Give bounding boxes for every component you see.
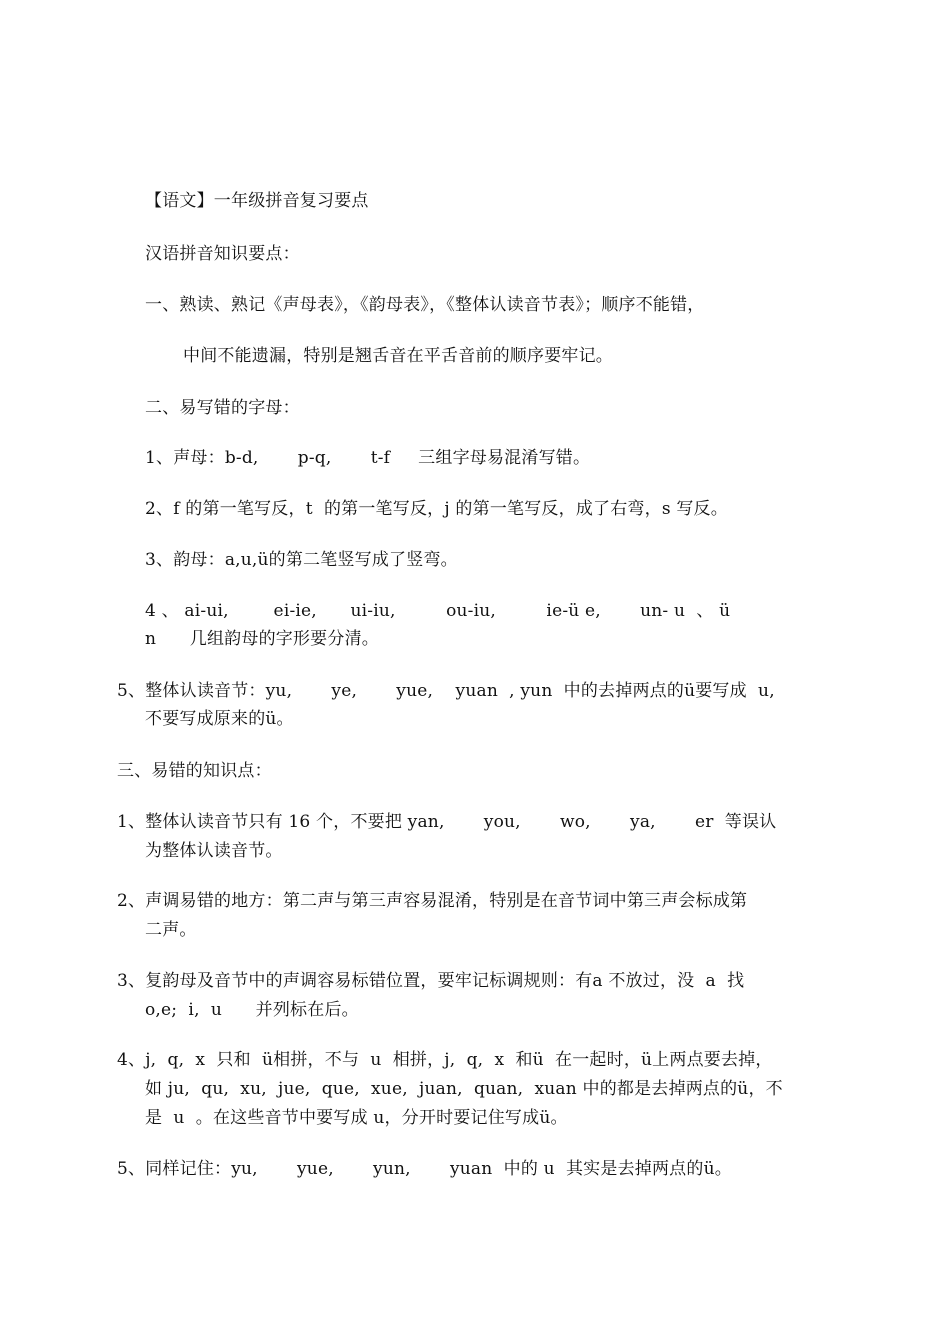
main-heading: 汉语拼音知识要点： [145,244,300,264]
section3-item3-line1: 3、复韵母及音节中的声调容易标错位置，要牢记标调规则：有a 不放过，没 a 找 [117,971,745,991]
section2-heading: 二、易写错的字母： [145,398,300,418]
section2-item5-line1: 5、整体认读音节：yu, ye, yue, yuan , yun 中的去掉两点的ü要写成 u, [117,681,775,701]
section3-item3-line2: o,e; i, u 并列标在后。 [145,1000,359,1020]
section3-item4-line2: 如 ju, qu, xu, jue, que, xue, juan, quan, xuan 中的都是去掉两点的ü，不 [145,1079,783,1099]
section3-item4-line1: 4、j, q, x 只和 ü相拼，不与 u 相拼，j, q, x 和ü 在一起时，ü上两点要去掉， [117,1050,773,1070]
section2-item2: 2、f 的第一笔写反，t 的第一笔写反，j 的第一笔写反，成了右弯，s 写反。 [145,499,728,519]
section3-item4-line3: 是 u 。在这些音节中要写成 u，分开时要记住写成ü。 [145,1108,568,1128]
section3-item1-line2: 为整体认读音节。 [145,841,283,861]
document-title: 【语文】一年级拼音复习要点 [145,191,369,211]
section3-item2-line2: 二声。 [145,920,197,940]
section2-item4-line1: 4 、 ai-ui, ei-ie, ui-iu, ou-iu, ie-ü e, un- u 、 ü [145,601,731,621]
section2-item3: 3、韵母：a,u,ü的第二笔竖写成了竖弯。 [145,550,458,570]
section3-heading: 三、易错的知识点： [117,761,272,781]
section2-item4-line2: n 几组韵母的字形要分清。 [145,629,379,649]
section3-item1-line1: 1、整体认读音节只有 16 个，不要把 yan, you, wo, ya, er 等误认 [117,812,777,832]
section1-line2: 中间不能遗漏，特别是翘舌音在平舌音前的顺序要牢记。 [183,346,613,366]
section2-item5-line2: 不要写成原来的ü。 [145,709,294,729]
section1-line1: 一、熟读、熟记《声母表》，《韵母表》，《整体认读音节表》；顺序不能错， [145,295,705,315]
section3-item2-line1: 2、声调易错的地方：第二声与第三声容易混淆，特别是在音节词中第三声会标成第 [117,891,748,911]
section3-item5: 5、同样记住：yu, yue, yun, yuan 中的 u 其实是去掉两点的ü。 [117,1159,732,1179]
section2-item1: 1、声母：b-d, p-q, t-f 三组字母易混淆写错。 [145,448,591,468]
